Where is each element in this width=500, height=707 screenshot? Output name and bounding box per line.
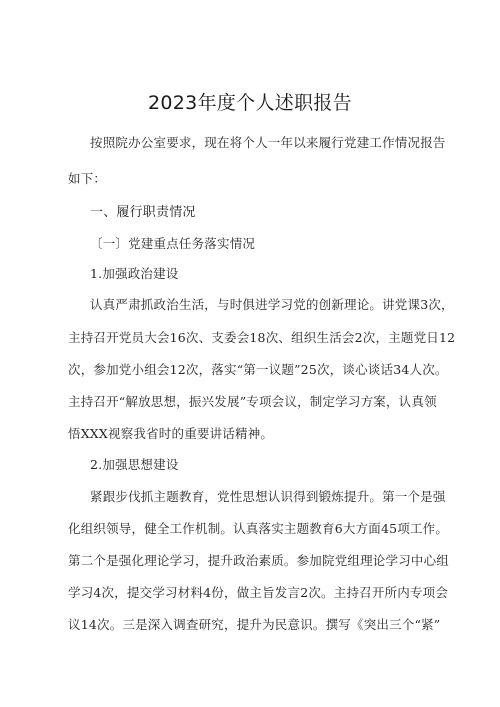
body-line: 如下： [68, 171, 107, 186]
subsection-heading: 〔一〕党建重点任务落实情况 [90, 236, 256, 251]
body-line: 主持召开党员大会16次、支委会18次、组织生活会2次，主题党日12 [68, 330, 456, 345]
body-line: 按照院办公室要求，现在将个人一年以来履行党建工作情况报告 [90, 135, 446, 150]
document-title: 2023年度个人述职报告 [148, 92, 352, 114]
body-line: 悟XXX视察我省时的重要讲话精神。 [68, 426, 274, 441]
body-line: 紧跟步伐抓主题教育，党性思想认识得到锻炼提升。第一个是强 [90, 489, 446, 504]
item-heading: 1.加强政治建设 [90, 266, 179, 281]
body-line: 学习4次，提交学习材料4份，做主旨发言2次。主持召开所内专项会 [68, 585, 449, 600]
body-line: 主持召开“解放思想，振兴发展”专项会议，制定学习方案，认真领 [68, 394, 437, 409]
body-line: 第二个是强化理论学习，提升政治素质。参加院党组理论学习中心组 [68, 553, 450, 568]
section-heading: 一、履行职责情况 [90, 205, 196, 220]
body-line: 议14次。三是深入调查研究，提升为民意识。撰写《突出三个“紧” [68, 617, 441, 632]
item-heading: 2.加强思想建设 [90, 457, 179, 472]
body-line: 认真严肃抓政治生活，与时俱进学习党的创新理论。讲党课3次， [90, 297, 454, 312]
body-line: 化组织领导，健全工作机制。认真落实主题教育6大方面45项工作。 [68, 521, 449, 536]
body-line: 次，参加党小组会12次，落实“第一议题”25次，谈心谈话34人次。 [68, 362, 448, 377]
